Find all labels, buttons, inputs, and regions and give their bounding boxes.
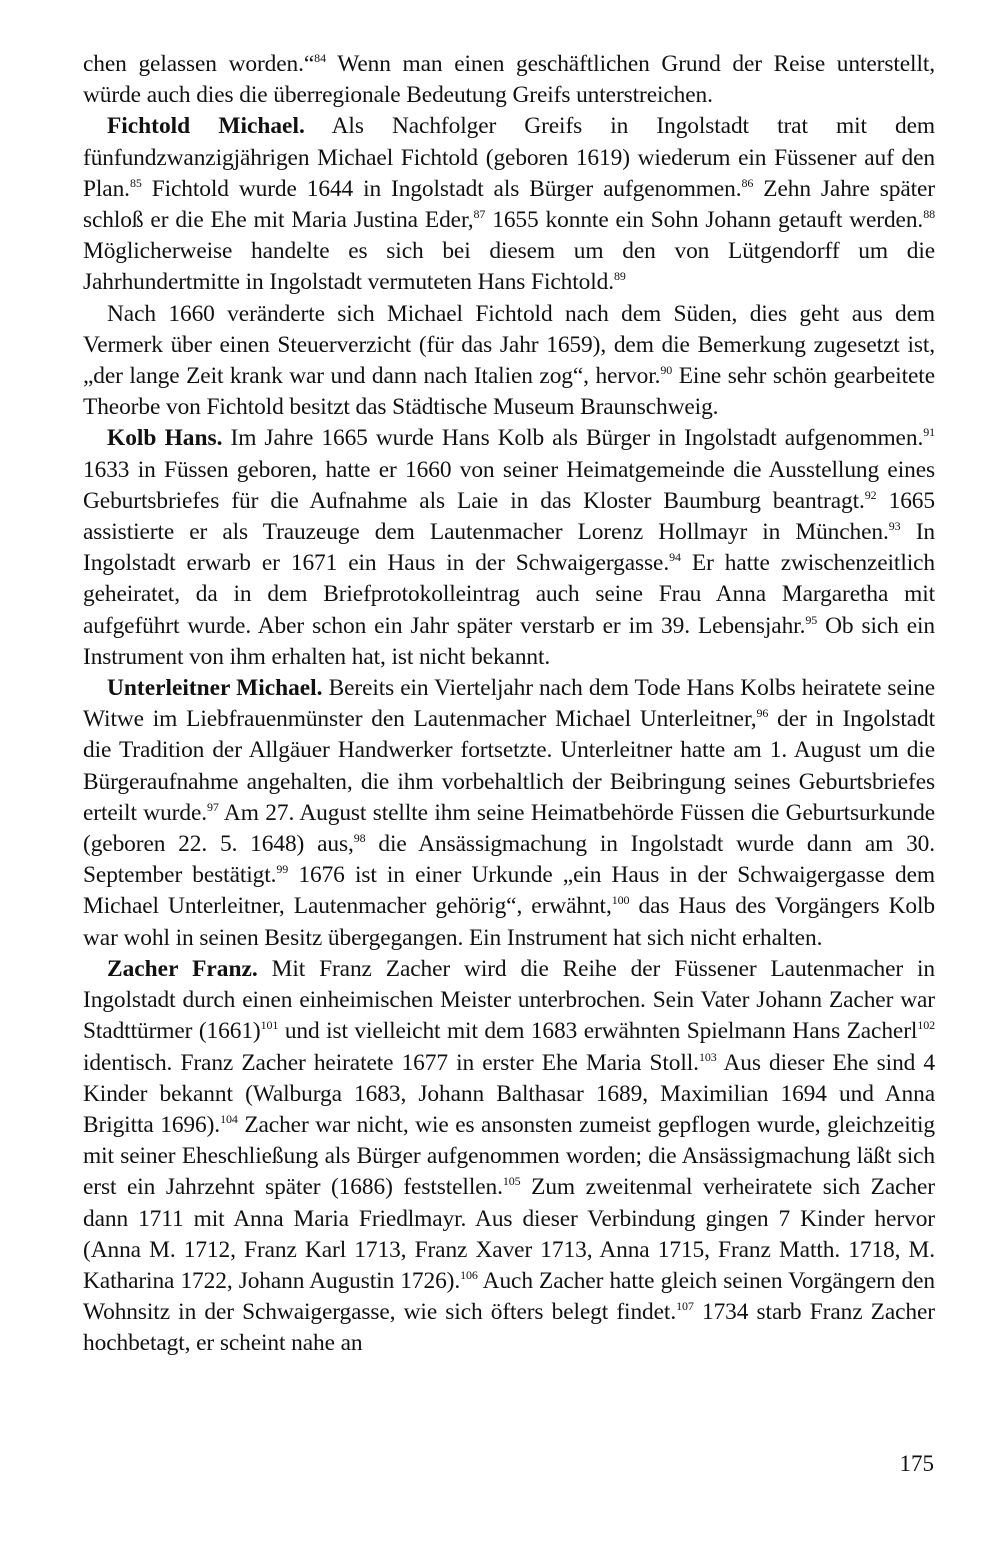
footnote-ref: 91 [923,425,935,440]
footnote-ref: 87 [473,207,486,222]
text-run: Am 27. August stellte ihm seine Heimatbehörde Füssen die Geburtsurkunde (geboren 22. 5. 1648) aus, [83,799,935,858]
entry-name: Kolb Hans. [107,425,223,452]
entry-name: Fichtold Michael. [107,113,305,140]
paragraph [83,423,935,673]
text-run: Mit Franz Zacher wird die Reihe der Füssener Lautenmacher in Ingolstadt durch einen einheimischen Meister unterbrochen. Sein Vater Johann Zacher war Stadttürmer (1661) [83,955,936,1045]
footnote-ref: 103 [698,1049,717,1064]
text-run: 1734 starb Franz Zacher hochbetagt, er scheint nahe an [83,1299,935,1357]
footnote-ref: 104 [220,1111,238,1126]
footnote-ref: 106 [460,1267,478,1282]
footnote-ref: 95 [805,612,818,627]
footnote-ref: 84 [314,51,326,65]
paragraph [83,111,935,298]
text-run: Ob sich ein Instrument von ihm erhalten hat, ist nicht bekannt. [83,612,936,670]
text-run: das Haus des Vorgängers Kolb war wohl in seinen Besitz übergegangen. Ein Instrument hat sich nicht erhalten. [83,893,935,951]
text-run: Auch Zacher hatte gleich seinen Vorgängern den Wohnsitz in der Schwaigergasse, wie sich öfters belegt findet. [83,1267,935,1326]
text-run: Er hatte zwischenzeitlich geheiratet, da in dem Briefprotokolleintrag auch seine Frau Anna Margaretha mit aufgeführt wurde. Aber schon ein Jahr später verstarb er im 39. Lebensjahr. [83,550,935,639]
footnote-ref: 85 [129,175,142,190]
footnote-ref: 86 [741,175,754,190]
text-run: identisch. Franz Zacher heiratete 1677 in erster Ehe Maria Stoll. [83,1049,699,1076]
page-number: 175 [899,1451,934,1476]
paragraph [83,49,935,111]
paragraph [83,299,935,424]
text-run: 1665 assistierte er als Trauzeuge dem Lautenmacher Lorenz Hollmayr in München. [83,487,935,546]
footnote-ref: 94 [669,550,681,565]
text-run: die Ansässigmachung in Ingolstadt wurde dann am 30. September bestätigt. [83,831,936,889]
body-text [83,49,935,1360]
footnote-ref: 88 [923,207,935,222]
text-run: Als Nachfolger Greifs in Ingolstadt trat mit dem fünfundzwanzigjährigen Michael Fichtold (geboren 1619) wiederum ein Füssener auf den Plan. [83,113,935,202]
text-run: Zum zweitenmal verheiratete sich Zacher dann 1711 mit Anna Maria Friedlmayr. Aus dieser Verbindung gingen 7 Kinder hervor (Anna M. 1712, Franz Karl 1713, Franz Xaver 1713, Anna 1715, Franz Matth. 1718, M. Katharina 1722, Johann Augustin 1726). [83,1174,935,1294]
text-run: Fichtold wurde 1644 in Ingolstadt als Bürger aufgenommen. [141,175,742,202]
footnote-ref: 89 [613,269,626,284]
text-run: der in Ingolstadt die Tradition der Allgäuer Handwerker fortsetzte. Unterleitner hatte am 1. August um die Bürgeraufnahme angehalten, die ihm vorbehaltlich der Beibringung seines Geburtsbriefes erteilt wurde. [83,706,936,826]
paragraph [83,954,935,1360]
text-run: 1676 ist in einer Urkunde „ein Haus in der Schwaigergasse dem Michael Unterleitner, Lautenmacher gehörig“, erwähnt, [83,862,935,920]
text-run: Zacher war nicht, wie es ansonsten zumeist gepflogen wurde, gleichzeitig mit seiner Eheschließung als Bürger aufgenommen worden; die Ansässigmachung läßt sich erst ein Jahrzehnt später (1686) feststellen. [83,1111,935,1201]
text-run: Im Jahre 1665 wurde Hans Kolb als Bürger in Ingolstadt aufgenommen. [222,425,924,452]
text-run: Aus dieser Ehe sind 4 Kinder bekannt (Walburga 1683, Johann Balthasar 1689, Maximilian 1694 und Anna Brigitta 1696). [83,1049,936,1138]
text-run: 1655 konnte ein Sohn Johann getauft werden. [485,207,924,234]
text-run: Möglicherweise handelte es sich bei diesem um den von Lütgendorff um die Jahrhundertmitte in Ingolstadt vermuteten Hans Fichtold. [83,238,935,296]
footnote-ref: 92 [864,487,877,502]
paragraph [83,673,935,954]
footnote-ref: 90 [660,363,673,378]
footnote-ref: 93 [888,519,901,534]
footnote-ref: 105 [502,1174,521,1189]
entry-name: Zacher Franz. [107,955,258,982]
footnote-ref: 101 [260,1018,279,1033]
entry-name: Unterleitner Michael. [107,675,323,702]
footnote-ref: 97 [206,799,219,814]
text-run: Eine sehr schön gearbeitete Theorbe von Fichtold besitzt das Städtische Museum Braunschweig. [83,363,935,421]
footnote-ref: 99 [276,862,289,877]
text-run: chen gelassen worden.“ [83,51,315,77]
text-run: Nach 1660 veränderte sich Michael Fichtold nach dem Süden, dies geht aus dem Vermerk über einen Steuerverzicht (für das Jahr 1659), dem die Bemerkung zugesetzt ist, „der lange Zeit krank war und dann nach Italien zog“, hervor. [83,300,935,390]
footnote-ref: 102 [917,1018,936,1033]
text-run: Wenn man einen geschäftlichen Grund der Reise unterstellt, würde auch dies die überregionale Bedeutung Greifs unterstreichen. [83,51,935,109]
text-run: Zehn Jahre später schloß er die Ehe mit Maria Justina Eder, [83,175,935,234]
text-run: In Ingolstadt erwarb er 1671 ein Haus in der Schwaigergasse. [83,519,935,577]
text-run: 1633 in Füssen geboren, hatte er 1660 von seiner Heimatgemeinde die Ausstellung eines Geburtsbriefes für die Aufnahme als Laie in das Kloster Baumburg beantragt. [83,456,935,514]
text-run: Bereits ein Vierteljahr nach dem Tode Hans Kolbs heiratete seine Witwe im Liebfrauenmünster den Lautenmacher Michael Unterleitner, [83,675,935,733]
text-run: und ist vielleicht mit dem 1683 erwähnten Spielmann Hans Zacherl [278,1018,918,1045]
footnote-ref: 107 [676,1299,694,1314]
footnote-ref: 98 [353,831,366,846]
footnote-ref: 100 [611,893,630,908]
footnote-ref: 96 [756,706,769,721]
